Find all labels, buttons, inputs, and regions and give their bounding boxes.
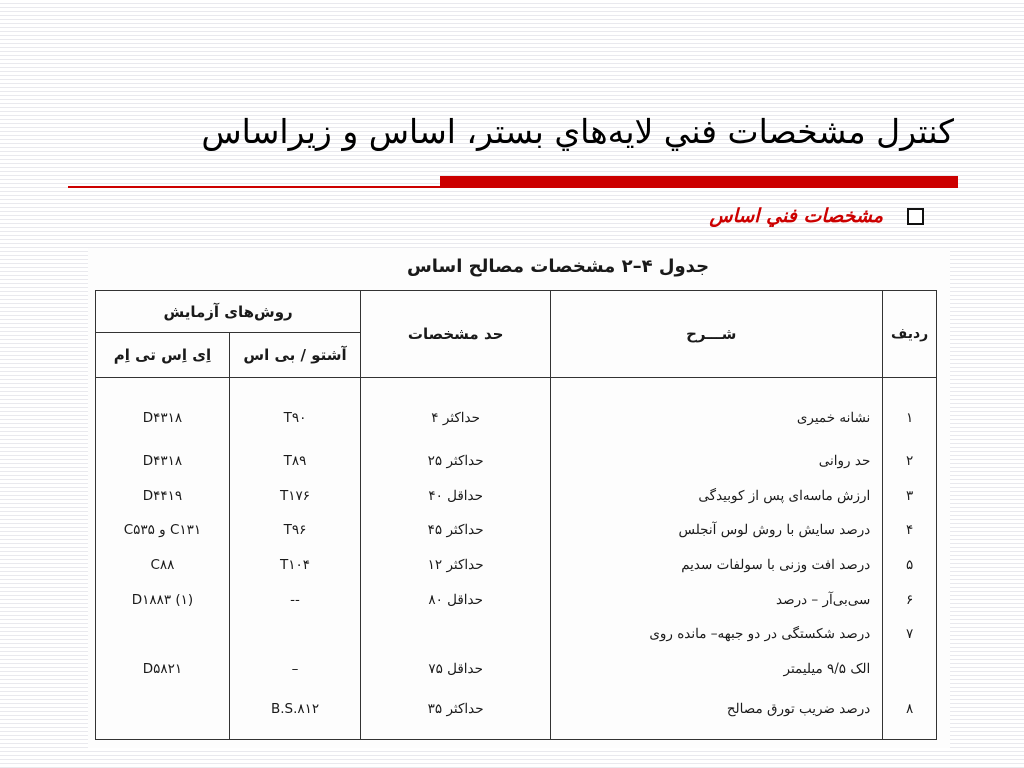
bullet-text: مشخصات فني اساس <box>709 205 883 227</box>
table-caption: جدول ۴–۲ مشخصات مصالح اساس <box>406 256 710 277</box>
row-aashto: T۹۶ <box>229 513 360 548</box>
table-row <box>96 652 937 687</box>
row-index: ۳ <box>883 478 937 513</box>
row-description: درصد شکستگی در دو جبهه– مانده روی <box>551 617 883 652</box>
slide-title: كنترل مشخصات فني لايه‌هاي بستر، اساس و زيراساس <box>201 112 954 151</box>
row-index: ۴ <box>883 513 937 548</box>
row-limit: حداقل ۷۵ <box>361 652 551 687</box>
row-limit: حداقل ۴۰ <box>361 478 551 513</box>
row-description: ارزش ماسه‌ای پس از کوبیدگی <box>551 478 883 513</box>
table-row <box>96 478 937 513</box>
row-aashto: – <box>229 652 360 687</box>
table-row <box>96 378 937 444</box>
row-astm: C۸۸ <box>96 548 230 583</box>
table-row <box>96 686 937 739</box>
row-aashto: -- <box>229 582 360 617</box>
row-index: ۸ <box>883 686 937 739</box>
row-limit: حداکثر ۴ <box>361 378 551 444</box>
header-index: ردیف <box>883 291 937 378</box>
table-row <box>96 548 937 583</box>
header-limit: حد مشخصات <box>361 291 551 378</box>
row-description: الک ۹/۵ میلیمتر <box>551 652 883 687</box>
row-index: ۲ <box>883 444 937 479</box>
scanned-table-image <box>88 248 950 748</box>
row-limit <box>361 617 551 652</box>
row-astm: D۴۳۱۸ <box>96 444 230 479</box>
row-aashto: B.S.۸۱۲ <box>229 686 360 739</box>
row-index: ۱ <box>883 378 937 444</box>
table-row <box>96 513 937 548</box>
row-description: درصد ضریب تورق مصالح <box>551 686 883 739</box>
header-astm: اِی اِس تی اِم <box>96 333 230 378</box>
row-index: ۵ <box>883 548 937 583</box>
row-index: ۶ <box>883 582 937 617</box>
table-row <box>96 444 937 479</box>
row-limit: حداکثر ۳۵ <box>361 686 551 739</box>
bullet-item <box>709 205 932 227</box>
row-astm: D۴۴۱۹ <box>96 478 230 513</box>
base-materials-spec-table <box>95 290 937 740</box>
title-underline-thin <box>68 186 443 188</box>
row-aashto: T۸۹ <box>229 444 360 479</box>
row-index: ۷ <box>883 617 937 652</box>
row-limit: حداکثر ۱۲ <box>361 548 551 583</box>
row-aashto: T۱۷۶ <box>229 478 360 513</box>
row-limit: حداکثر ۴۵ <box>361 513 551 548</box>
row-astm: C۱۳۱ و C۵۳۵ <box>96 513 230 548</box>
row-limit: حداکثر ۲۵ <box>361 444 551 479</box>
row-aashto: T۱۰۴ <box>229 548 360 583</box>
row-description: درصد افت وزنی با سولفات سدیم <box>551 548 883 583</box>
row-index <box>883 652 937 687</box>
header-test-methods: روش‌های آزمایش <box>96 291 361 333</box>
row-description: درصد سایش با روش لوس آنجلس <box>551 513 883 548</box>
header-description: شـــرح <box>551 291 883 378</box>
header-aashto: آشتو / بی اس <box>229 333 360 378</box>
title-underline-accent <box>440 176 958 188</box>
row-astm <box>96 617 230 652</box>
table-row <box>96 582 937 617</box>
row-astm: D۴۳۱۸ <box>96 378 230 444</box>
checkbox-square-icon <box>907 208 924 225</box>
row-aashto: T۹۰ <box>229 378 360 444</box>
table-row <box>96 617 937 652</box>
row-limit: حداقل ۸۰ <box>361 582 551 617</box>
row-description: حد روانی <box>551 444 883 479</box>
row-description: نشانه خمیری <box>551 378 883 444</box>
row-aashto <box>229 617 360 652</box>
row-astm <box>96 686 230 739</box>
row-astm: D۱۸۸۳ (۱) <box>96 582 230 617</box>
row-description: سی‌بی‌آر – درصد <box>551 582 883 617</box>
row-astm: D۵۸۲۱ <box>96 652 230 687</box>
